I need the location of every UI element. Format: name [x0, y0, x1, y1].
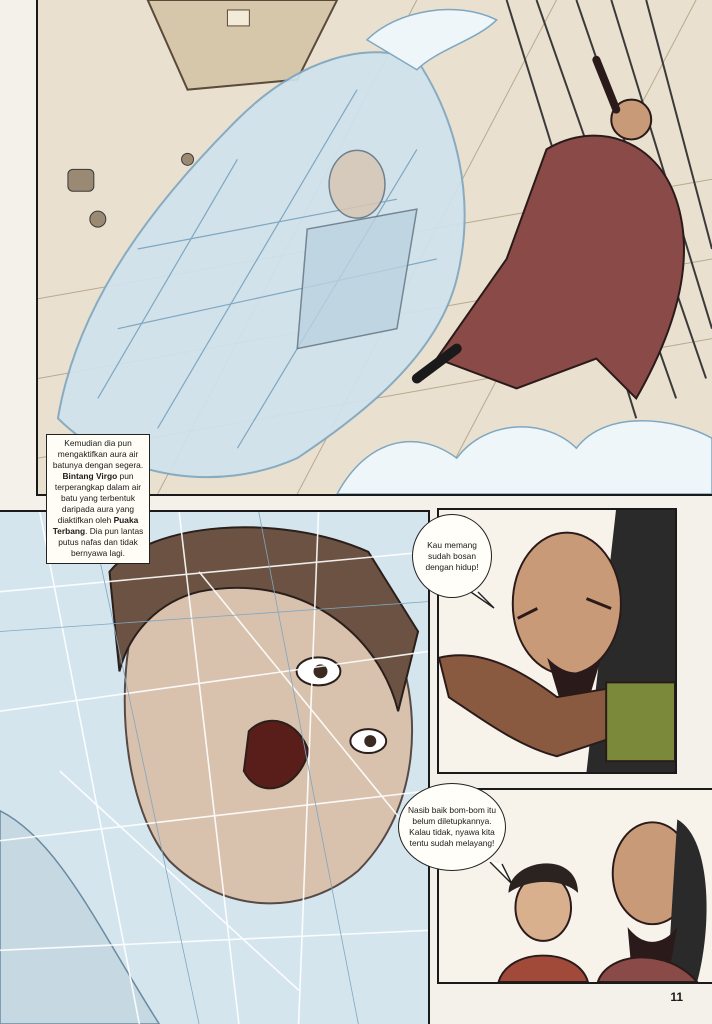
- caption-text-3: . Dia pun lantas putus nafas dan tidak bernyawa lagi.: [58, 526, 144, 558]
- page-number: 11: [670, 990, 683, 1004]
- caption-name-virgo: Bintang Virgo: [62, 471, 118, 481]
- frozen-face-art: [0, 512, 428, 1024]
- caption-text-2: pun terperangkap dalam air batu yang terbentuk daripada aura yang diaktifkan oleh: [54, 471, 142, 525]
- speech-text-monk: Kau memang sudah bosan dengan hidup!: [425, 539, 479, 572]
- speech-text-boy: Nasib baik bom-bom itu belum diletupkannya. Kalau tidak, nyawa kita tentu sudah melayang!: [408, 805, 496, 848]
- narration-caption: [46, 434, 150, 564]
- panel-frozen-face: [0, 510, 430, 1024]
- bubble-1-tail: [466, 590, 496, 614]
- speech-bubble-boy: [398, 783, 506, 871]
- caption-name-puaka: Puaka Terbang: [52, 515, 139, 536]
- speech-bubble-monk: [412, 514, 492, 598]
- bubble-2-tail: [486, 862, 516, 886]
- ice-attack-art: [38, 0, 712, 494]
- panel-ice-attack: [36, 0, 712, 496]
- caption-text-1: Kemudian dia pun mengaktifkan aura air batunya dengan segera.: [52, 438, 144, 470]
